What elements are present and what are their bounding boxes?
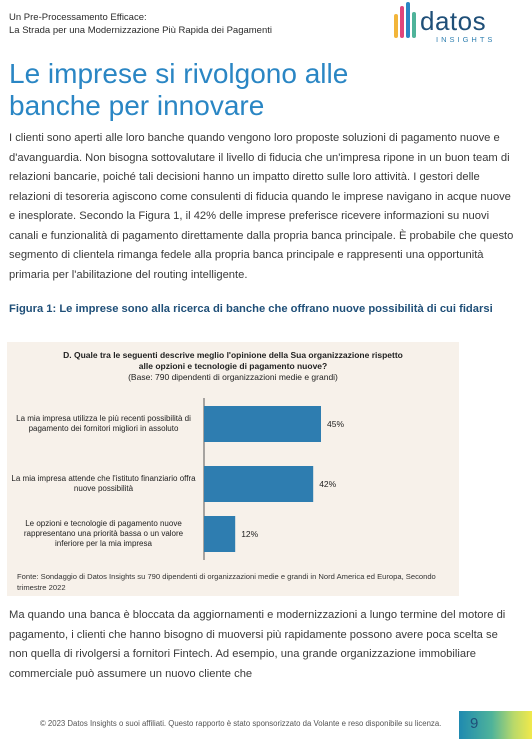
logo-bars-icon: [392, 2, 420, 42]
value-label-1: 42%: [319, 479, 337, 489]
bar-1: [204, 466, 313, 502]
chart-source: Fonte: Sondaggio di Datos Insights su 790 dipendenti di organizzazioni medie e grandi in Nord America ed Europa, Secondo trimestre 2022: [17, 572, 436, 592]
bar-0: [204, 406, 321, 442]
closing-paragraph: Ma quando una banca è bloccata da aggiornamenti e modernizzazioni a lungo termine del motore di pagamento, i clienti che hanno bisogno di muoversi più rapidamente possono avere poca scelta se non quella di rivolgersi a fornitori Fintech. Ad esempio, una grande organizzazione immobiliare commerciale può assumere un nuovo cliente che: [9, 609, 506, 680]
value-label-0: 45%: [327, 419, 345, 429]
page-badge: [459, 711, 532, 739]
footer-text: © 2023 Datos Insights o suoi affiliati. Questo rapporto è stato sponsorizzato da Volante e reso disponibile su licenza.: [40, 719, 442, 728]
logo-wordmark: datos: [420, 6, 487, 36]
header-line-2: La Strada per una Modernizzazione Più Rapida dei Pagamenti: [9, 25, 272, 36]
datos-logo: [392, 2, 522, 46]
intro-paragraph: I clienti sono aperti alle loro banche quando vengono loro proposte soluzioni di pagamento nuove e d'avanguardia. Non bisogna sottovalutare il livello di fiducia che un'impresa ripone in un buon team di relazioni bancarie, poiché tali decisioni hanno un impatto diretto sulle loro attività. I gestori delle relazioni di tesoreria agiscono come consulenti di fiducia quando le imprese navigano in acque nuove e inesplorate. Secondo la Figura 1, il 42% delle imprese preferisce ricevere informazioni su nuovi canali e funzionalità di pagamento direttamente dalla propria banca principale. È probabile che questo segmento di clientela rimanga fedele alla propria banca principale e rappresenti una opportunità primaria per l'abilitazione del routing intelligente.: [9, 132, 514, 281]
page-title: Le imprese si rivolgono alle banche per innovare: [9, 58, 349, 121]
chart-question: [7, 350, 459, 383]
bar-chart: [7, 390, 459, 590]
page-number: 9: [470, 715, 479, 732]
category-label-1: La mia impresa attende che l'istituto finanziario offra nuove possibilità: [11, 474, 196, 493]
header-line-1: Un Pre-Processamento Efficace:: [9, 12, 147, 23]
category-label-2: Le opzioni e tecnologie di pagamento nuove rappresentano una priorità bassa o un valore inferiore per la mia impresa: [23, 519, 184, 548]
bar-2: [204, 516, 235, 552]
figure-title: Figura 1: Le imprese sono alla ricerca di banche che offrano nuove possibilità di cui fidarsi: [9, 303, 493, 315]
chart-question-text: D. Quale tra le seguenti descrive meglio l'opinione della Sua organizzazione rispetto alle opzioni e tecnologie di pagamento nuove?: [63, 350, 403, 371]
chart-panel: [7, 342, 459, 596]
category-label-0: La mia impresa utilizza le più recenti possibilità di pagamento dei fornitori migliori in assoluto: [16, 414, 191, 433]
logo-subtitle: INSIGHTS: [436, 35, 496, 44]
chart-base-note: (Base: 790 dipendenti di organizzazioni medie e grandi): [128, 372, 338, 382]
value-label-2: 12%: [241, 529, 259, 539]
